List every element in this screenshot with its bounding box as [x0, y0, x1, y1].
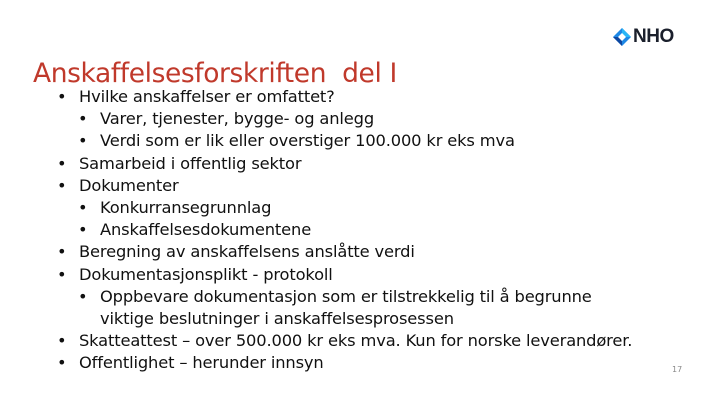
bullet-item: [0, 197, 720, 219]
bullet-text: Offentlighet – herunder innsyn: [79, 353, 324, 373]
bullet-item: [0, 175, 720, 197]
bullet-dot: •: [57, 353, 67, 373]
bullet-text: Dokumentasjonsplikt - protokoll: [79, 264, 333, 284]
bullet-dot: •: [57, 153, 67, 173]
bullet-text: viktige beslutninger i anskaffelsesprosessen: [100, 308, 454, 328]
bullet-text: Oppbevare dokumentasjon som er tilstrekkelig til å begrunne: [100, 286, 592, 306]
bullet-item: [0, 330, 720, 352]
bullet-text: Varer, tjenester, bygge- og anlegg: [100, 109, 375, 129]
bullet-dot: •: [78, 220, 88, 240]
bullet-item: [0, 219, 720, 241]
bullet-dot: •: [78, 197, 88, 217]
bullet-text: Dokumenter: [79, 175, 179, 195]
bullet-dot: •: [78, 131, 88, 151]
bullet-text: Beregning av anskaffelsens anslåtte verdi: [79, 242, 415, 262]
bullet-item: [0, 264, 720, 286]
bullet-item: [0, 130, 720, 152]
nho-logo: [612, 26, 674, 48]
bullet-text: Skatteattest – over 500.000 kr eks mva. Kun for norske leverandører.: [79, 331, 633, 351]
bullet-dot: •: [57, 264, 67, 284]
bullet-item: [0, 352, 720, 374]
bullet-dot: •: [78, 286, 88, 306]
bullet-dot: •: [57, 331, 67, 351]
bullet-text: Anskaffelsesdokumentene: [100, 220, 312, 240]
page-number: 17: [672, 365, 683, 374]
bullet-text: Verdi som er lik eller overstiger 100.000 kr eks mva: [100, 131, 515, 151]
bullet-item: [0, 86, 720, 108]
bullet-item: [0, 286, 720, 308]
bullet-text: Konkurransegrunnlag: [100, 197, 272, 217]
bullet-dot: •: [57, 242, 67, 262]
bullet-item: [0, 108, 720, 130]
bullet-list: [0, 86, 720, 374]
bullet-text: Samarbeid i offentlig sektor: [79, 153, 302, 173]
logo-text: NHO: [633, 26, 674, 47]
bullet-text: Hvilke anskaffelser er omfattet?: [79, 87, 335, 106]
bullet-item: [0, 308, 720, 330]
bullet-dot: •: [57, 87, 67, 106]
bullet-item: [0, 153, 720, 175]
bullet-item: [0, 241, 720, 263]
nho-diamond-logo-icon: [612, 27, 632, 47]
bullet-dot: •: [57, 175, 67, 195]
bullet-dot: •: [78, 109, 88, 129]
slide-title: Anskaffelsesforskriften del I: [33, 58, 397, 89]
